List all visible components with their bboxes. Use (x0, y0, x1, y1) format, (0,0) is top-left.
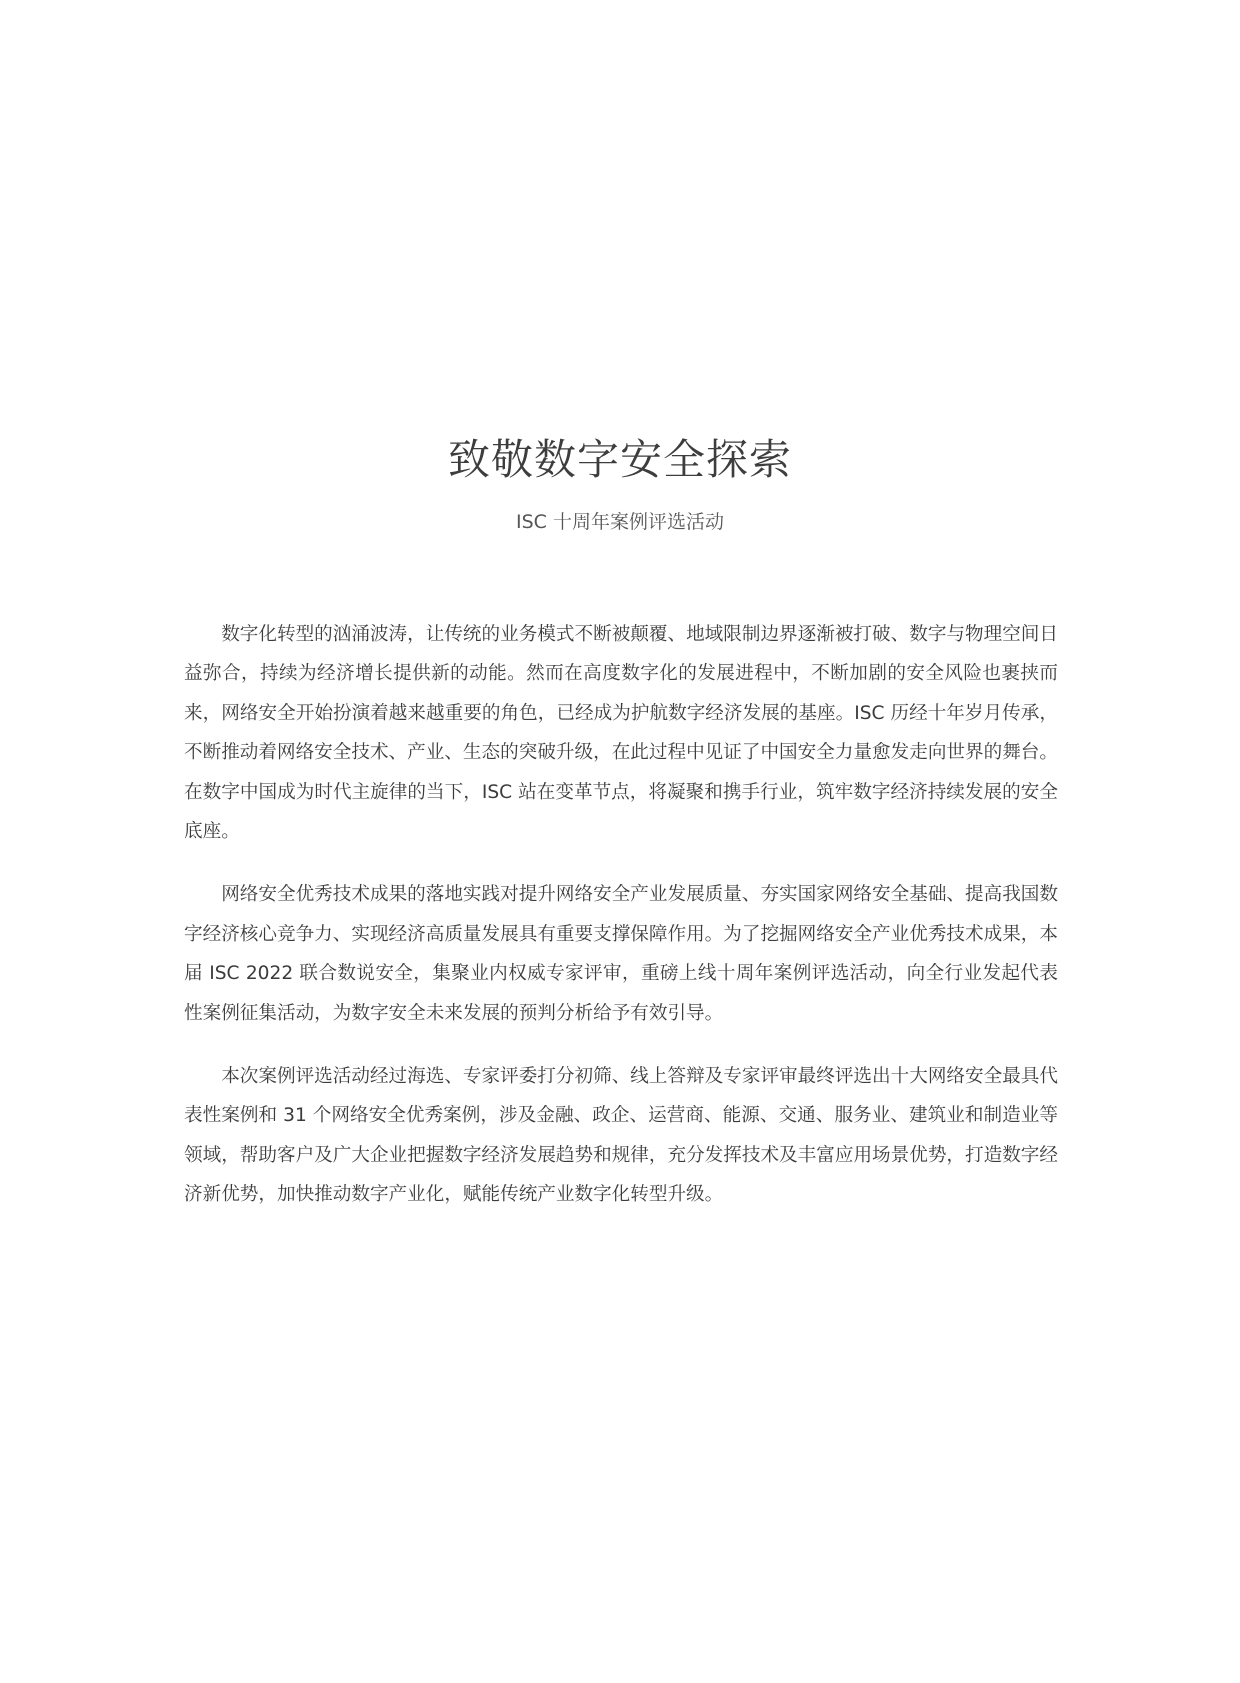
paragraph-1: 数字化转型的汹涌波涛，让传统的业务模式不断被颠覆、地域限制边界逐渐被打破、数字与物理空间日益弥合，持续为经济增长提供新的动能。然而在高度数字化的发展进程中，不断加剧的安全风险也裹挟而来，网络安全开始扮演着越来越重要的角色，已经成为护航数字经济发展的基座。ISC 历经十年岁月传承，不断推动着网络安全技术、产业、生态的突破升级，在此过程中见证了中国安全力量愈发走向世界的舞台。在数字中国成为时代主旋律的当下，ISC 站在变革节点，将凝聚和携手行业，筑牢数字经济持续发展的安全底座。 (184, 624, 1058, 843)
paragraph-3: 本次案例评选活动经过海选、专家评委打分初筛、线上答辩及专家评审最终评选出十大网络安全最具代表性案例和 31 个网络安全优秀案例，涉及金融、政企、运营商、能源、交通、服务业、建筑业和制造业等领域，帮助客户及广大企业把握数字经济发展趋势和规律，充分发挥技术及丰富应用场景优势，打造数字经济新优势，加快推动数字产业化，赋能传统产业数字化转型升级。 (184, 1066, 1058, 1206)
page-title: 致敬数字安全探索 (447, 435, 792, 484)
paragraph-2: 网络安全优秀技术成果的落地实践对提升网络安全产业发展质量、夯实国家网络安全基础、提高我国数字经济核心竞争力、实现经济高质量发展具有重要支撑保障作用。为了挖掘网络安全产业优秀技术成果，本届 ISC 2022 联合数说安全，集聚业内权威专家评审，重磅上线十周年案例评选活动，向全行业发起代表性案例征集活动，为数字安全未来发展的预判分析给予有效引导。 (184, 884, 1058, 1024)
body-text (184, 615, 1058, 1239)
page-subtitle: ISC 十周年案例评选活动 (516, 511, 724, 533)
